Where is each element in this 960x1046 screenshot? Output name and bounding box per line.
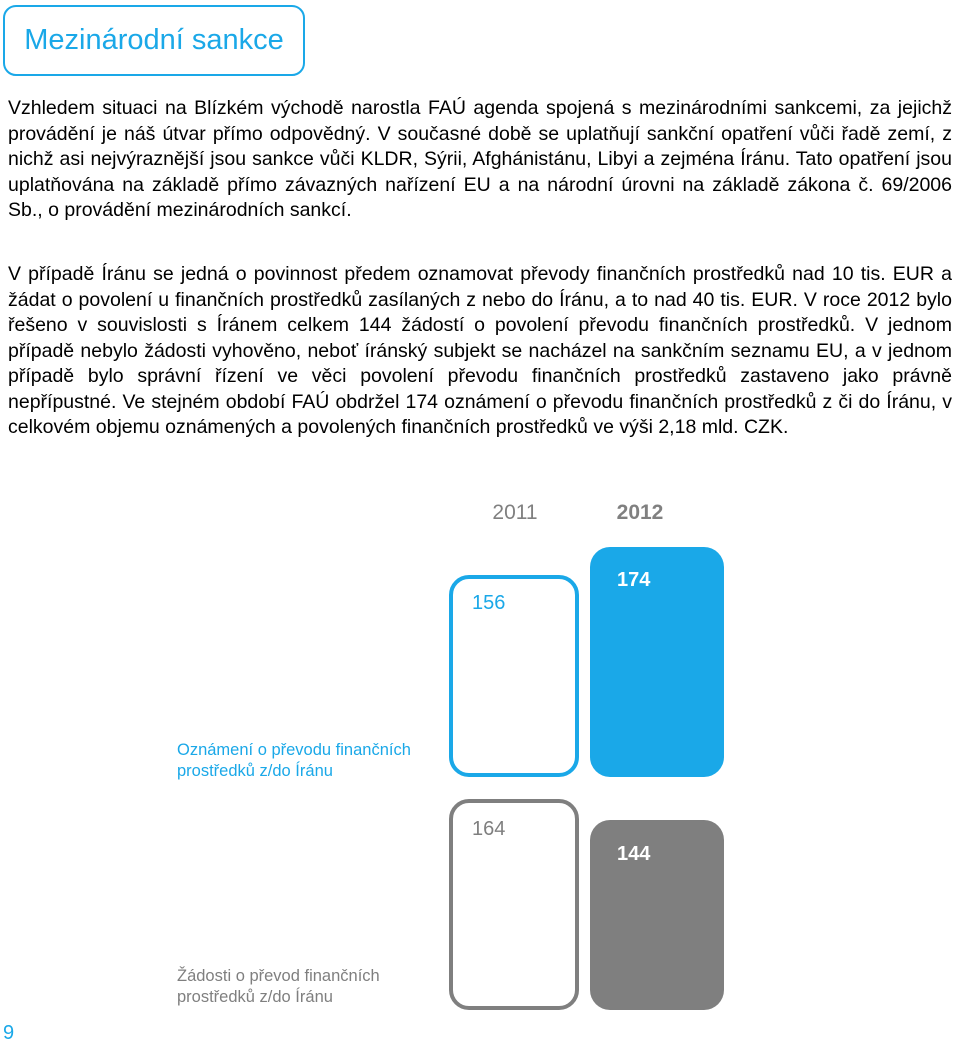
year-label-2012: 2012 [616, 501, 664, 524]
year-label-2011: 2011 [492, 501, 538, 524]
requests-2012-value: 144 [617, 843, 651, 865]
notifications-2011-box [449, 575, 579, 777]
requests-label: Žádosti o převod finančních prostředků z/do Íránu [177, 967, 380, 1006]
notifications-2012-value: 174 [617, 569, 651, 591]
requests-2011-box [449, 799, 579, 1010]
section-title-box [3, 5, 305, 76]
requests-2012-box [590, 820, 724, 1010]
paragraph-intro: Vzhledem situaci na Blízkém východě narostla FAÚ agenda spojená s mezinárodními sankcemi, za jejichž provádění je náš útvar přímo odpovědný. V současné době se uplatňují sankční opatření vůči řadě zemí, z nichž asi nejvýraznější jsou sankce vůči KLDR, Sýrii, Afghánistánu, Libyi a zejména Íránu. Tato opatření jsou uplatňována na základě přímo závazných nařízení EU a na národní úrovni na základě zákona č. 69/2006 Sb., o provádění mezinárodních sankcí. [8, 97, 952, 221]
notifications-label: Oznámení o převodu finančních prostředků z/do Íránu [177, 741, 411, 780]
notifications-2011-value: 156 [472, 592, 506, 614]
page-number: 9 [3, 1022, 15, 1044]
requests-2011-value: 164 [472, 818, 506, 840]
section-title: Mezinárodní sankce [24, 24, 284, 56]
paragraph-iran: V případě Íránu se jedná o povinnost předem oznamovat převody finančních prostředků nad 10 tis. EUR a žádat o povolení u finančních prostředků zasílaných z nebo do Íránu, a to nad 40 tis. EUR. V roce 2012 bylo řešeno v souvislosti s Íránem celkem 144 žádostí o povolení převodu finančních prostředků. V jednom případě nebylo žádosti vyhověno, neboť íránský subjekt se nacházel na sankčním seznamu EU, a v jednom případě bylo správní řízení ve věci povolení převodu finančních prostředků zastaveno jako právně nepřípustné. Ve stejném období FAÚ obdržel 174 oznámení o převodu finančních prostředků z či do Íránu, v celkovém objemu oznámených a povolených finančních prostředků ve výši 2,18 mld. CZK. [8, 263, 952, 438]
notifications-2012-box [590, 547, 724, 777]
